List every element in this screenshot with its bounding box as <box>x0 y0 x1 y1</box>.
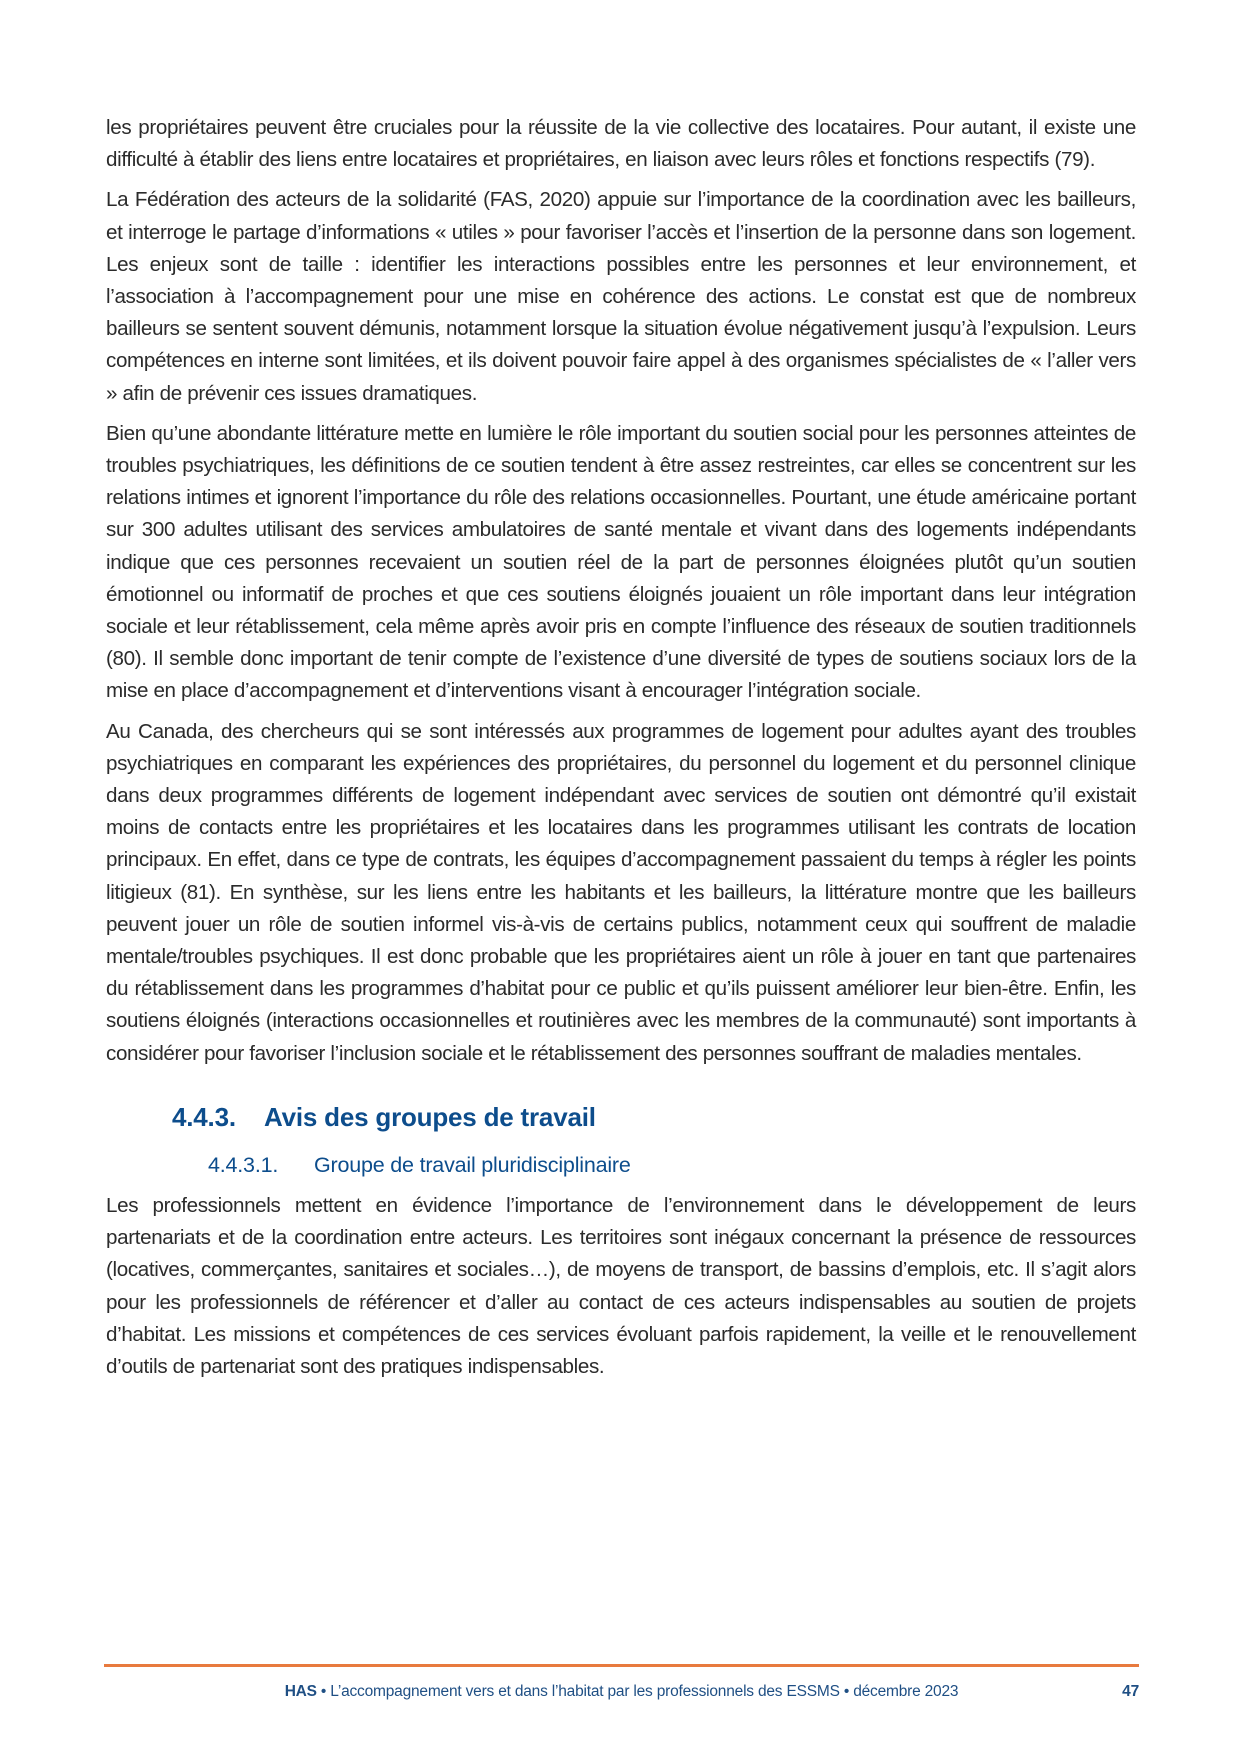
footer-separator: • <box>316 1683 331 1700</box>
subsection-number: 4.4.3.1. <box>208 1152 279 1177</box>
paragraph-landlords-tenants: les propriétaires peuvent être cruciales pour la réussite de la vie collective des locataires. Pour autant, il existe une difficulté à établir des liens entre locataires et propriétaires, en liaison avec leurs rôles et fonctions respectifs (79). <box>106 116 1136 172</box>
paragraph-fas-coordination: La Fédération des acteurs de la solidarité (FAS, 2020) appuie sur l’importance de la coordination avec les bailleurs, et interroge le partage d’informations « utiles » pour favoriser l’accès et l’insertion de la personne dans son logement. Les enjeux sont de taille : identifier les interactions possibles entre les personnes et leur environnement, et l’association à l’accompagnement pour une mise en cohérence des actions. Le constat est que de nombreux bailleurs se sentent souvent démunis, notamment lorsque la situation évolue négativement jusqu’à l’expulsion. Leurs compétences en interne sont limitées, et ils doivent pouvoir faire appel à des organismes spécialistes de « l’aller vers » afin de prévenir ces issues dramatiques. <box>106 188 1136 405</box>
paragraph-social-support: Bien qu’une abondante littérature mette en lumière le rôle important du soutien social pour les personnes atteintes de troubles psychiatriques, les définitions de ce soutien tendent à être assez restreintes, car elles se concentrent sur les relations intimes et ignorent l’importance du rôle des relations occasionnelles. Pourtant, une étude américaine portant sur 300 adultes utilisant des services ambulatoires de santé mentale et vivant dans des logements indépendants indique que ces personnes recevaient un soutien réel de la part de personnes éloignées plutôt qu’un soutien émotionnel ou informatif de proches et que ces soutiens éloignés jouaient un rôle important dans leur intégration sociale et leur rétablissement, cela même après avoir pris en compte l’influence des réseaux de soutien traditionnels (80). Il semble donc important de tenir compte de l’existence d’une diversité de types de soutiens sociaux lors de la mise en place d’accompagnement et d’interventions visant à encourager l’intégration sociale. <box>106 421 1136 703</box>
page-number: 47 <box>1122 1683 1139 1700</box>
paragraph-canada-study: Au Canada, des chercheurs qui se sont intéressés aux programmes de logement pour adultes ayant des troubles psychiatriques en comparant les expériences des propriétaires, du personnel du logement et du personnel clinique dans deux programmes différents de logement indépendant avec services de soutien ont démontré qu’il existait moins de contacts entre les propriétaires et les locataires dans les programmes utilisant les contrats de location principaux. En effet, dans ce type de contrats, les équipes d’accompagnement passaient du temps à régler les points litigieux (81). En synthèse, sur les liens entre les habitants et les bailleurs, la littérature montre que les bailleurs peuvent jouer un rôle de soutien informel vis-à-vis de certains publics, notamment ceux qui souffrent de maladie mentale/troubles psychiques. Il est donc probable que les propriétaires aient un rôle à jouer en tant que partenaires du rétablissement dans les programmes d’habitat pour ce public et qu’ils puissent améliorer leur bien-être. Enfin, les soutiens éloignés (interactions occasionnelles et routinières avec les membres de la communauté) sont importants à considérer pour favoriser l’inclusion sociale et le rétablissement des personnes souffrant de maladies mentales. <box>106 719 1136 1065</box>
paragraph-professionals-environment: Les professionnels mettent en évidence l’importance de l’environnement dans le développement de leurs partenariats et de la coordination entre acteurs. Les territoires sont inégaux concernant la présence de ressources (locatives, commerçantes, sanitaires et sociales…), de moyens de transport, de bassins d’emplois, etc. Il s’agit alors pour les professionnels de référencer et d’aller au contact de ces acteurs indispensables au soutien de projets d’habitat. Les missions et compétences de ces services évoluant parfois rapidement, la veille et le renouvellement d’outils de partenariat sont des pratiques indispensables. <box>106 1193 1136 1378</box>
section-number: 4.4.3. <box>172 1101 236 1132</box>
footer-brand: HAS <box>284 1683 317 1700</box>
footer-divider <box>104 1664 1139 1667</box>
footer-date: décembre 2023 <box>853 1683 959 1700</box>
subsection-title: Groupe de travail pluridisciplinaire <box>314 1152 631 1177</box>
section-title: Avis des groupes de travail <box>264 1101 596 1132</box>
footer-doc-title: L’accompagnement vers et dans l’habitat par les professionnels des ESSMS <box>330 1683 840 1700</box>
section-heading <box>172 1100 1136 1134</box>
page-body <box>106 112 1136 1391</box>
footer-separator: • <box>839 1683 854 1700</box>
footer-running-title <box>104 1683 1139 1701</box>
subsection-heading <box>208 1150 1136 1180</box>
